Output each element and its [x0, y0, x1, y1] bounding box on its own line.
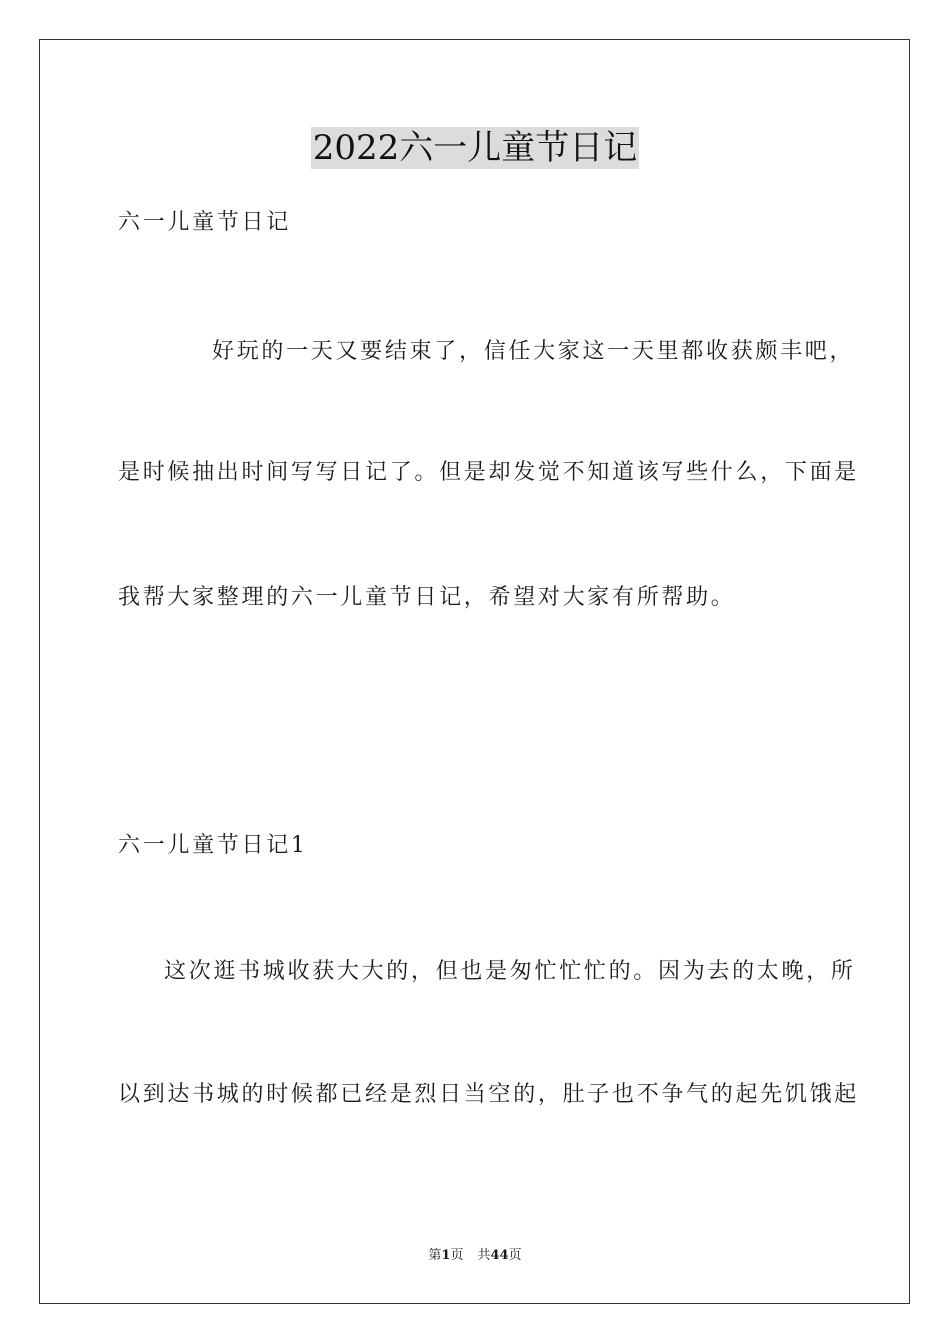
paragraph-line: 好玩的一天又要结束了，信任大家这一天里都收获颇丰吧，	[212, 339, 855, 364]
footer-total-prefix: 共	[477, 1248, 491, 1263]
page-footer	[0, 1247, 950, 1265]
section-heading: 六一儿童节日记	[118, 210, 291, 235]
footer-page-suffix: 页	[450, 1248, 464, 1263]
title-wrap	[0, 127, 950, 169]
footer-total-suffix: 页	[508, 1248, 522, 1263]
footer-total-pages: 44	[490, 1248, 509, 1263]
paragraph-line: 这次逛书城收获大大的，但也是匆忙忙忙的。因为去的太晚，所	[164, 959, 856, 984]
paragraph-line: 是时候抽出时间写写日记了。但是却发觉不知道该写些什么，下面是	[118, 460, 860, 485]
footer-page-prefix: 第	[428, 1248, 442, 1263]
paragraph-line: 我帮大家整理的六一儿童节日记，希望对大家有所帮助。	[118, 585, 736, 610]
paragraph-line: 以到达书城的时候都已经是烈日当空的，肚子也不争气的起先饥饿起	[118, 1082, 860, 1107]
document-title: 2022六一儿童节日记	[312, 128, 638, 168]
footer-page-number: 1	[441, 1248, 451, 1263]
section-heading: 六一儿童节日记1	[118, 833, 308, 858]
